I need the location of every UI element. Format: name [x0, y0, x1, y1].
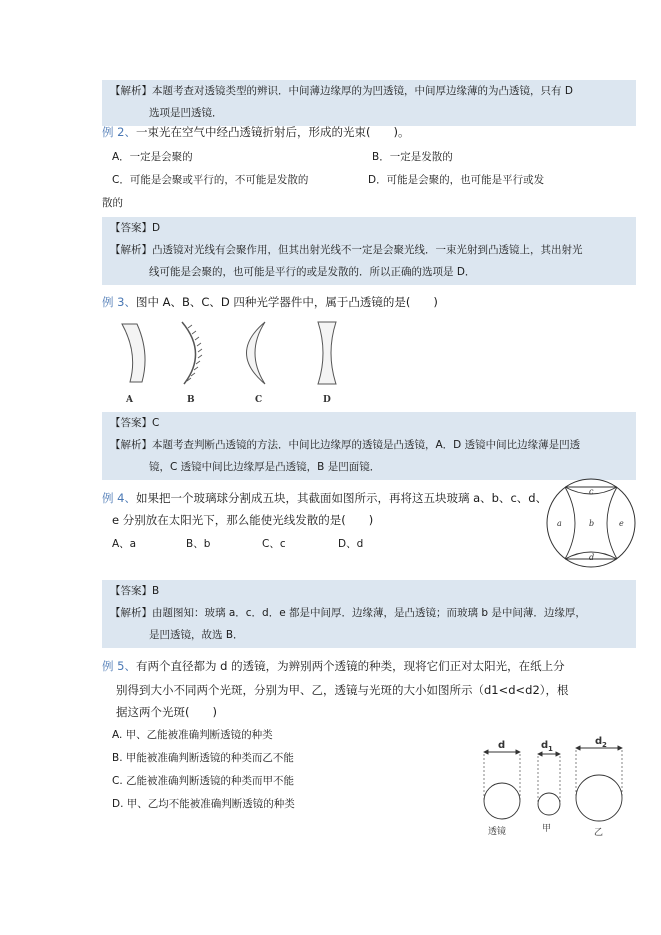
answer-box-3 — [102, 412, 636, 480]
analysis-line: 【解析】本题考查判断凸透镜的方法．中间比边缘厚的透镜是凸透镜，A．D 透镜中间比边缘薄是凹透 — [110, 439, 581, 451]
caption-jia: 甲 — [542, 824, 552, 834]
fig-label-d: D — [323, 395, 331, 405]
dim-label-d2-sub: 2 — [602, 741, 607, 749]
analysis-line: 【解析】凸透镜对光线有会聚作用，但其出射光线不一定是会聚光线．一束光射到凸透镜上，其出射光 — [110, 244, 583, 256]
answer-box-4 — [102, 580, 636, 648]
question-text-line-2: e 分别放在太阳光下，那么能使光线发散的是( ) — [112, 513, 374, 527]
example-4-question — [102, 490, 547, 506]
lens-d-shape — [318, 322, 336, 384]
option-d: D、d — [338, 538, 364, 550]
example-5-question — [102, 658, 565, 674]
example-label: 例 2、 — [102, 125, 136, 139]
option-b: B. 甲能被准确判断透镜的种类而乙不能 — [112, 752, 294, 764]
option-b: B．一定是发散的 — [372, 151, 453, 163]
piece-label-e: e — [619, 519, 624, 528]
optical-devices-figure — [110, 318, 360, 408]
example-3-question — [102, 294, 438, 310]
question-text-line-3: 据这两个光斑( ) — [116, 705, 217, 719]
analysis-line: 【解析】本题考查对透镜类型的辨识．中间薄边缘厚的为凹透镜，中间厚边缘薄的为凸透镜，只有 D — [110, 85, 573, 97]
answer-line: 【答案】C — [110, 417, 160, 429]
spot-jia-circle — [538, 793, 560, 815]
dim-label-d1: d — [541, 740, 549, 751]
piece-b-left — [565, 487, 575, 559]
question-text-line-2: 别得到大小不同两个光斑，分别为甲、乙，透镜与光斑的大小如图所示（d1<d<d2），根 — [116, 683, 569, 697]
spot-yi-circle — [576, 775, 622, 821]
piece-b-right — [607, 487, 617, 559]
analysis-box-1 — [102, 80, 636, 126]
question-text: 如果把一个玻璃球分割成五块，其截面如图所示，再将这五块玻璃 a、b、c、d、 — [135, 491, 548, 505]
example-label: 例 4、 — [102, 491, 136, 505]
answer-box-2 — [102, 217, 636, 285]
fig-label-b: B — [187, 395, 195, 405]
analysis-line: 选项是凹透镜． — [149, 107, 223, 119]
option-d-continued: 散的 — [102, 197, 123, 209]
fig-label-c: C — [255, 395, 263, 405]
lens-a-shape — [122, 324, 145, 382]
caption-lens: 透镜 — [488, 827, 507, 837]
dim-label-d: d — [498, 740, 506, 751]
option-d: D. 甲、乙均不能被准确判断透镜的种类 — [112, 798, 295, 810]
lens-spot-figure — [478, 732, 638, 842]
analysis-line: 【解析】由题图知：玻璃 a．c．d．e 都是中间厚．边缘薄，是凸透镜；而玻璃 b 是中间薄．边缘厚， — [110, 607, 586, 619]
answer-line: 【答案】B — [110, 585, 160, 597]
question-text: 有两个直径都为 d 的透镜，为辨别两个透镜的种类，现将它们正对太阳光，在纸上分 — [135, 659, 565, 673]
dim-label-d2: d — [595, 736, 603, 747]
piece-label-c: c — [589, 487, 594, 496]
piece-label-a: a — [557, 519, 562, 528]
option-c: C、c — [262, 538, 286, 550]
answer-line: 【答案】D — [110, 222, 161, 234]
option-d: D．可能是会聚的，也可能是平行或发 — [368, 174, 545, 186]
analysis-line: 是凹透镜，故选 B． — [149, 629, 244, 641]
analysis-line: 镜，C 透镜中间比边缘厚是凸透镜，B 是凹面镜． — [149, 461, 381, 473]
option-b: B、b — [186, 538, 211, 550]
glass-ball-figure — [545, 477, 637, 569]
question-text: 一束光在空气中经凸透镜折射后，形成的光束( )。 — [135, 125, 410, 139]
question-text: 图中 A、B、C、D 四种光学器件中，属于凸透镜的是( ) — [135, 295, 438, 309]
option-c: C. 乙能被准确判断透镜的种类而甲不能 — [112, 775, 295, 787]
option-a: A、a — [112, 538, 137, 550]
analysis-line: 线可能是会聚的，也可能是平行的或是发散的．所以正确的选项是 D． — [149, 266, 476, 278]
example-label: 例 5、 — [102, 659, 136, 673]
option-a: A．一定是会聚的 — [112, 151, 193, 163]
lens-circle — [484, 783, 520, 819]
example-2-question — [102, 124, 409, 140]
mirror-b-shape — [182, 322, 196, 384]
piece-label-d: d — [589, 553, 595, 562]
lens-c-shape — [247, 322, 266, 384]
option-c: C．可能是会聚或平行的，不可能是发散的 — [112, 174, 309, 186]
example-label: 例 3、 — [102, 295, 136, 309]
option-a: A. 甲、乙能被准确判断透镜的种类 — [112, 729, 273, 741]
fig-label-a: A — [126, 395, 133, 405]
piece-label-b: b — [589, 519, 595, 528]
dim-label-d1-sub: 1 — [548, 745, 553, 753]
caption-yi: 乙 — [594, 828, 604, 838]
